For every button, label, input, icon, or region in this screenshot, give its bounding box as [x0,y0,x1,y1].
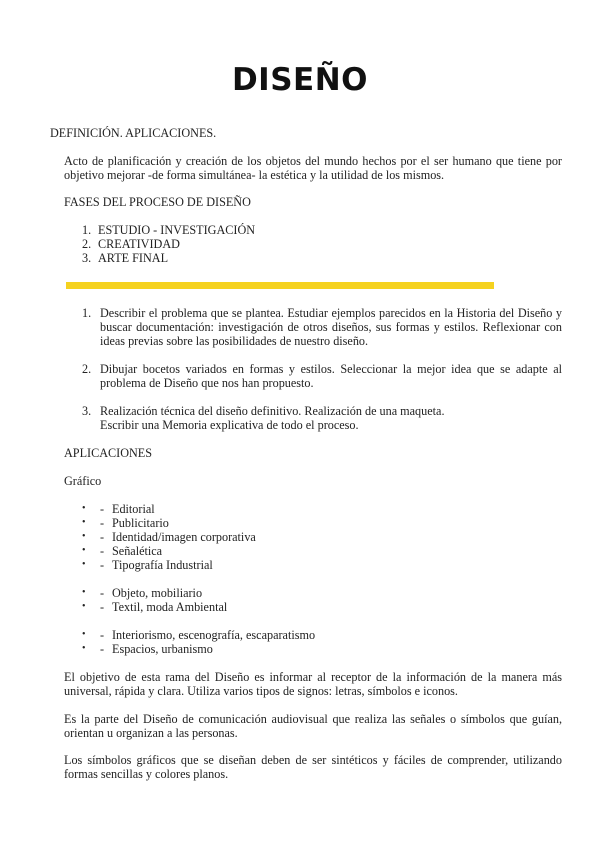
highlight-bar [66,282,494,289]
step-item [82,404,562,432]
phase-label: ESTUDIO - INVESTIGACIÓN [98,223,256,237]
list-item-label: Tipografía Industrial [112,558,213,572]
dash-marker: - [100,642,105,656]
bullet-icon: • [82,517,86,528]
body-paragraph: Es la parte del Diseño de comunicación audiovisual que realiza las señales o símbolos que guían, orientan u organizan a las personas. [64,712,562,740]
phase-item [82,237,255,251]
list-item [82,600,227,614]
list-item-label: Identidad/imagen corporativa [112,530,256,544]
body-paragraph: Los símbolos gráficos que se diseñan deben de ser sintéticos y fáciles de comprender, utilizando formas sencillas y colores planos. [64,753,562,781]
list-item [82,558,256,572]
list-item-label: Textil, moda Ambiental [112,600,228,614]
step-item [82,362,562,390]
dash-marker: - [100,558,105,572]
step-text-extra: Escribir una Memoria explicativa de todo el proceso. [100,418,359,432]
bullet-icon: • [82,545,86,556]
phase-item [82,223,255,237]
list-item-label: Interiorismo, escenografía, escaparatismo [112,628,316,642]
dash-marker: - [100,530,105,544]
step-number: 2. [82,362,92,376]
bullet-icon: • [82,643,86,654]
list-item [82,642,315,656]
section-heading: DEFINICIÓN. APLICACIONES. [50,126,217,140]
bullet-icon: • [82,559,86,570]
bullet-icon: • [82,531,86,542]
dash-marker: - [100,544,105,558]
phase-number: 3. [82,251,92,265]
phases-heading: FASES DEL PROCESO DE DISEÑO [64,195,251,209]
list-item-label: Publicitario [112,516,169,530]
phase-item [82,251,255,265]
list-item-label: Señalética [112,544,163,558]
list-item [82,586,227,600]
list-item-label: Objeto, mobiliario [112,586,203,600]
step-text: Realización técnica del diseño definitivo. Realización de una maqueta. [100,404,445,418]
list-item [82,628,315,642]
bullet-group [82,628,315,656]
dash-marker: - [100,586,105,600]
dash-marker: - [100,628,105,642]
list-item-label: Editorial [112,502,155,516]
step-number: 1. [82,306,92,320]
bullet-group [82,502,256,572]
phases-list [82,223,255,265]
graphic-heading: Gráfico [64,474,102,488]
step-text: Describir el problema que se plantea. Estudiar ejemplos parecidos en la Historia del Diseño y buscar documentación: investigación de otros diseños, sus formas y estilos. Reflexionar con ideas previas sobre las posibilidades de nuestro diseño. [100,306,562,348]
bullet-icon: • [82,601,86,612]
list-item [82,544,256,558]
step-number: 3. [82,404,92,418]
page-title: DISEÑO [231,62,369,98]
phase-number: 2. [82,237,92,251]
dash-marker: - [100,502,105,516]
bullet-icon: • [82,503,86,514]
phase-number: 1. [82,223,92,237]
definition-paragraph: Acto de planificación y creación de los objetos del mundo hechos por el ser humano que tiene por objetivo mejorar -de forma simultánea- la estética y la utilidad de los mismos. [64,154,562,182]
list-item [82,530,256,544]
applications-heading: APLICACIONES [64,446,153,460]
body-paragraph: El objetivo de esta rama del Diseño es informar al receptor de la información de la manera más universal, rápida y clara. Utiliza varios tipos de signos: letras, símbolos e iconos. [64,670,562,698]
bullet-group [82,586,227,614]
list-item [82,516,256,530]
step-text: Dibujar bocetos variados en formas y estilos. Seleccionar la mejor idea que se adapte al problema de Diseño que nos han propuesto. [100,362,562,390]
dash-marker: - [100,600,105,614]
phase-label: CREATIVIDAD [98,237,180,251]
list-item [82,502,256,516]
list-item-label: Espacios, urbanismo [112,642,213,656]
phase-label: ARTE FINAL [98,251,169,265]
step-item [82,306,562,348]
bullet-icon: • [82,587,86,598]
bullet-icon: • [82,629,86,640]
dash-marker: - [100,516,105,530]
